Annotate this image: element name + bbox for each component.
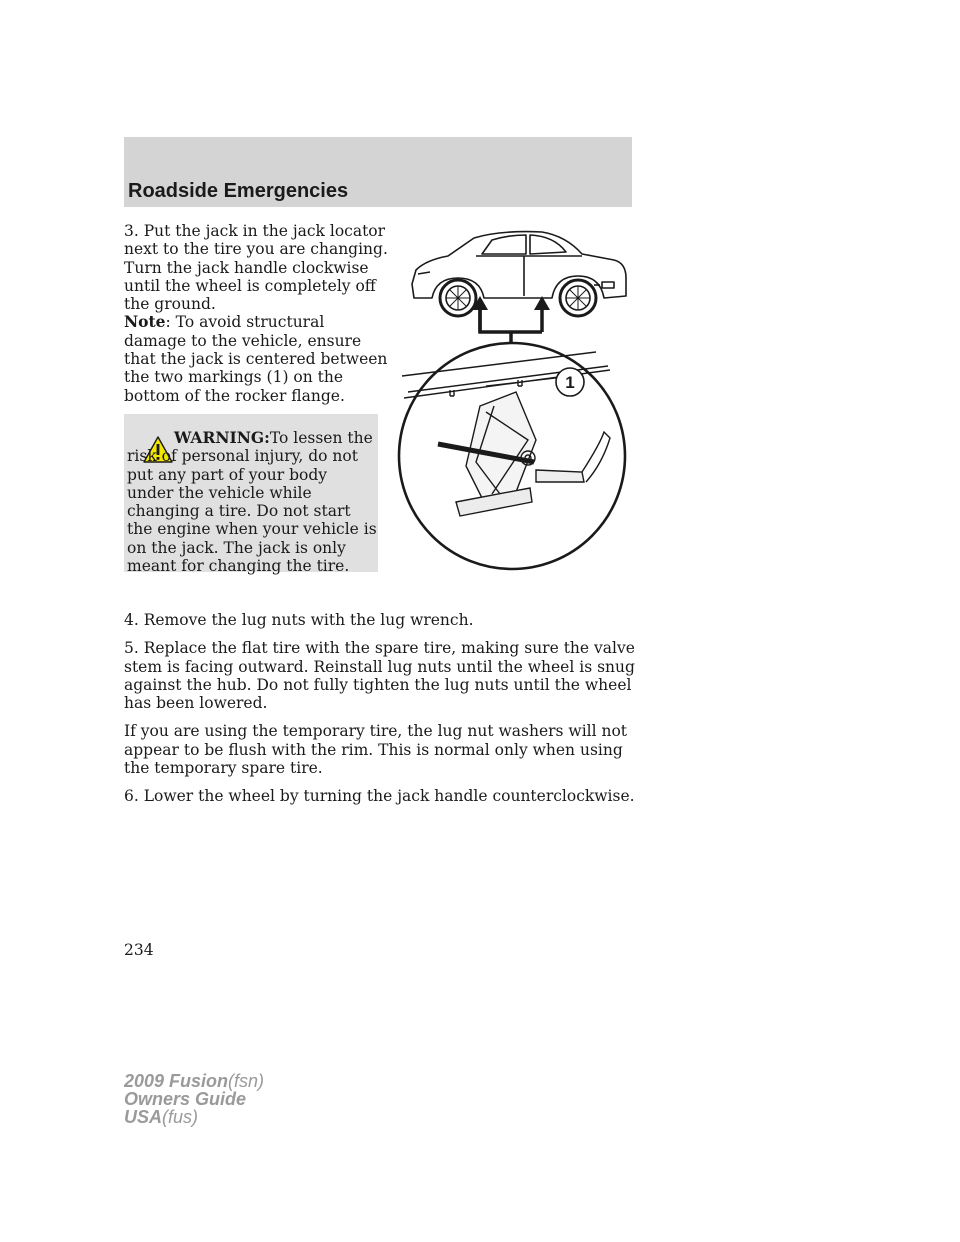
footer-model: 2009 Fusion bbox=[124, 1071, 229, 1091]
footer-guide: Owners Guide bbox=[124, 1089, 247, 1109]
step-3-block bbox=[124, 222, 390, 405]
section-title: Roadside Emergencies bbox=[128, 180, 349, 202]
footer-model-code: (fsn) bbox=[228, 1071, 265, 1091]
callout-number: 1 bbox=[565, 373, 575, 392]
note-paragraph bbox=[124, 313, 390, 404]
warning-label: WARNING: bbox=[174, 428, 270, 447]
jack-detail-circle bbox=[399, 343, 625, 569]
step-3-text: 3. Put the jack in the jack locator next to the tire you are changing. Turn the jack handle clockwise until the wheel is completely off the ground. bbox=[124, 222, 388, 314]
footer-region-code: (fus) bbox=[162, 1107, 199, 1127]
warning-box bbox=[124, 414, 378, 576]
note-text: : To avoid structural damage to the vehicle, ensure that the jack is centered between the two markings (1) on the bottom of the rocker flange. bbox=[124, 313, 388, 405]
warning-text-block bbox=[127, 429, 377, 575]
note-label: Note bbox=[124, 312, 166, 332]
step-5: 5. Replace the flat tire with the spare tire, making sure the valve stem is facing outward. Reinstall lug nuts until the wheel is snug against the hub. Do not fully tighten the lug nuts until the wheel has been lowered. bbox=[124, 639, 635, 713]
page-number: 234 bbox=[124, 941, 154, 959]
steps-block bbox=[124, 611, 644, 816]
jack-placement-illustration bbox=[396, 226, 642, 572]
step-4: 4. Remove the lug nuts with the lug wrench. bbox=[124, 611, 474, 629]
temporary-tire-note: If you are using the temporary tire, the lug nut washers will not appear to be flush with the rim. This is normal only when using the temporary spare tire. bbox=[124, 722, 628, 778]
footer-region: USA bbox=[124, 1107, 163, 1127]
section-header bbox=[124, 137, 632, 207]
warning-text: To lessen the risk of personal injury, do not put any part of your body under the vehicle while changing a tire. Do not start the engine when your vehicle is on the jack. The jack is only meant for changing the tire. bbox=[127, 429, 377, 576]
step-6: 6. Lower the wheel by turning the jack handle counterclockwise. bbox=[124, 787, 635, 806]
jack-point-arrows bbox=[480, 308, 542, 342]
car-side-view bbox=[412, 232, 626, 316]
footer bbox=[124, 1072, 264, 1126]
